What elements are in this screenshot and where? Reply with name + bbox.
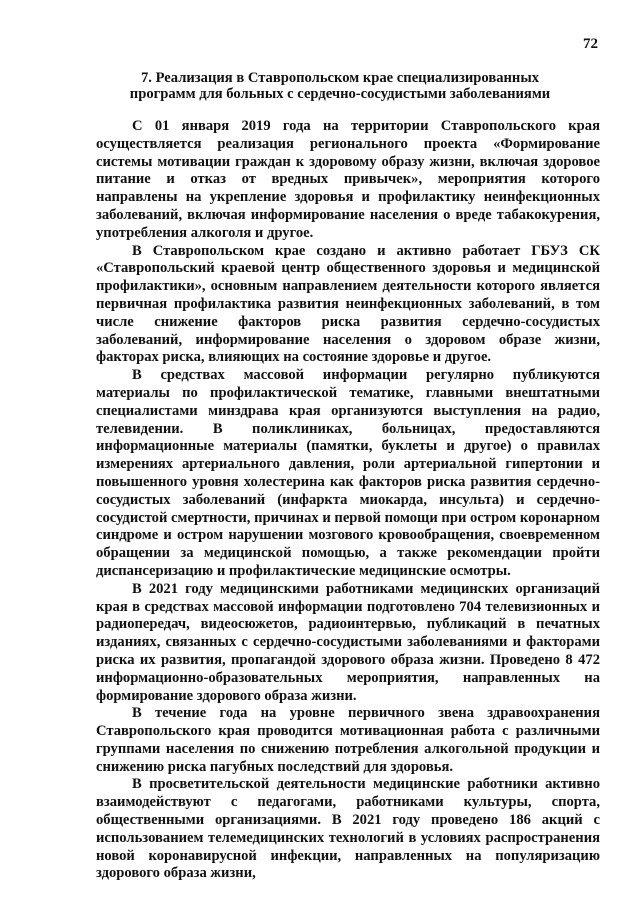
paragraph-project: С 01 января 2019 года на территории Ставропольского края осуществляется реализация регионального проекта «Формирование системы мотивации граждан к здоровому образу жизни, включая здоровое питание и отказ от вредных привычек», мероприятия которого направлены на укрепление здоровья и профилактику неинфекционных заболеваний, включая информирование населения о вреде табакокурения, употребления алкоголя и другое. <box>96 118 600 241</box>
paragraph-2021-publications: В 2021 году медицинскими работниками медицинских организаций края в средствах массовой информации подготовлено 704 телевизионных и радиопередач, видеосюжетов, радиоинтервью, публикаций в печатных изданиях, связанных с сердечно-сосудистыми заболеваниями и факторами риска их развития, пропагандой здорового образа жизни. Проведено 8 472 информационно-образовательных мероприятия, направленных на формирование здорового образа жизни. <box>96 580 600 704</box>
paragraph-educational-activity: В просветительской деятельности медицинские работники активно взаимодействуют с педагогами, работниками культуры, спорта, общественными организациями. В 2021 году проведено 186 акций с использованием телемедицинских технологий в условиях распространения новой коронавирусной инфекции, направленных на популяризацию здорового образа жизни, <box>96 776 600 882</box>
paragraph-alcohol-prevention: В течение года на уровне первичного звена здравоохранения Ставропольского края проводится мотивационная работа с различными группами населения по снижению потребления алкогольной продукции и снижению риска пагубных последствий для здоровья. <box>96 705 600 775</box>
paragraph-mass-media: В средствах массовой информации регулярно публикуются материалы по профилактической тематике, главными внештатными специалистами минздрава края организуются выступления на радио, телевидении. В поликлиниках, больницах, предоставляются информационные материалы (памятки, буклеты и другое) о правилах измерениях артериального давления, роли артериальной гипертонии и повышенного уровня холестерина как факторов риска развития сердечно-сосудистых заболеваний (инфаркта миокарда, инсульта) и сердечно-сосудистой смертности, причинах и первой помощи при остром коронарном синдроме и остром нарушении мозгового кровообращения, своевременном обращении за медицинской помощью, а также рекомендации пройти диспансеризацию и профилактические медицинские осмотры. <box>96 367 600 579</box>
section-heading-line-1: 7. Реализация в Ставропольском крае специализированных <box>140 70 540 86</box>
section-heading <box>120 70 560 102</box>
section-heading-line-2: программ для больных с сердечно-сосудистыми заболеваниями <box>129 86 551 102</box>
paragraph-health-center: В Ставропольском крае создано и активно работает ГБУЗ СК «Ставропольский краевой центр общественного здоровья и медицинской профилактики», основным направлением деятельности которого является первичная профилактика развития неинфекционных заболеваний, в том числе снижение факторов риска развития сердечно-сосудистых заболеваний, информирование населения о здоровом образе жизни, факторах риска, влияющих на состояние здоровье и другое. <box>96 242 600 366</box>
page-number: 72 <box>583 36 598 52</box>
body-text <box>96 118 600 883</box>
